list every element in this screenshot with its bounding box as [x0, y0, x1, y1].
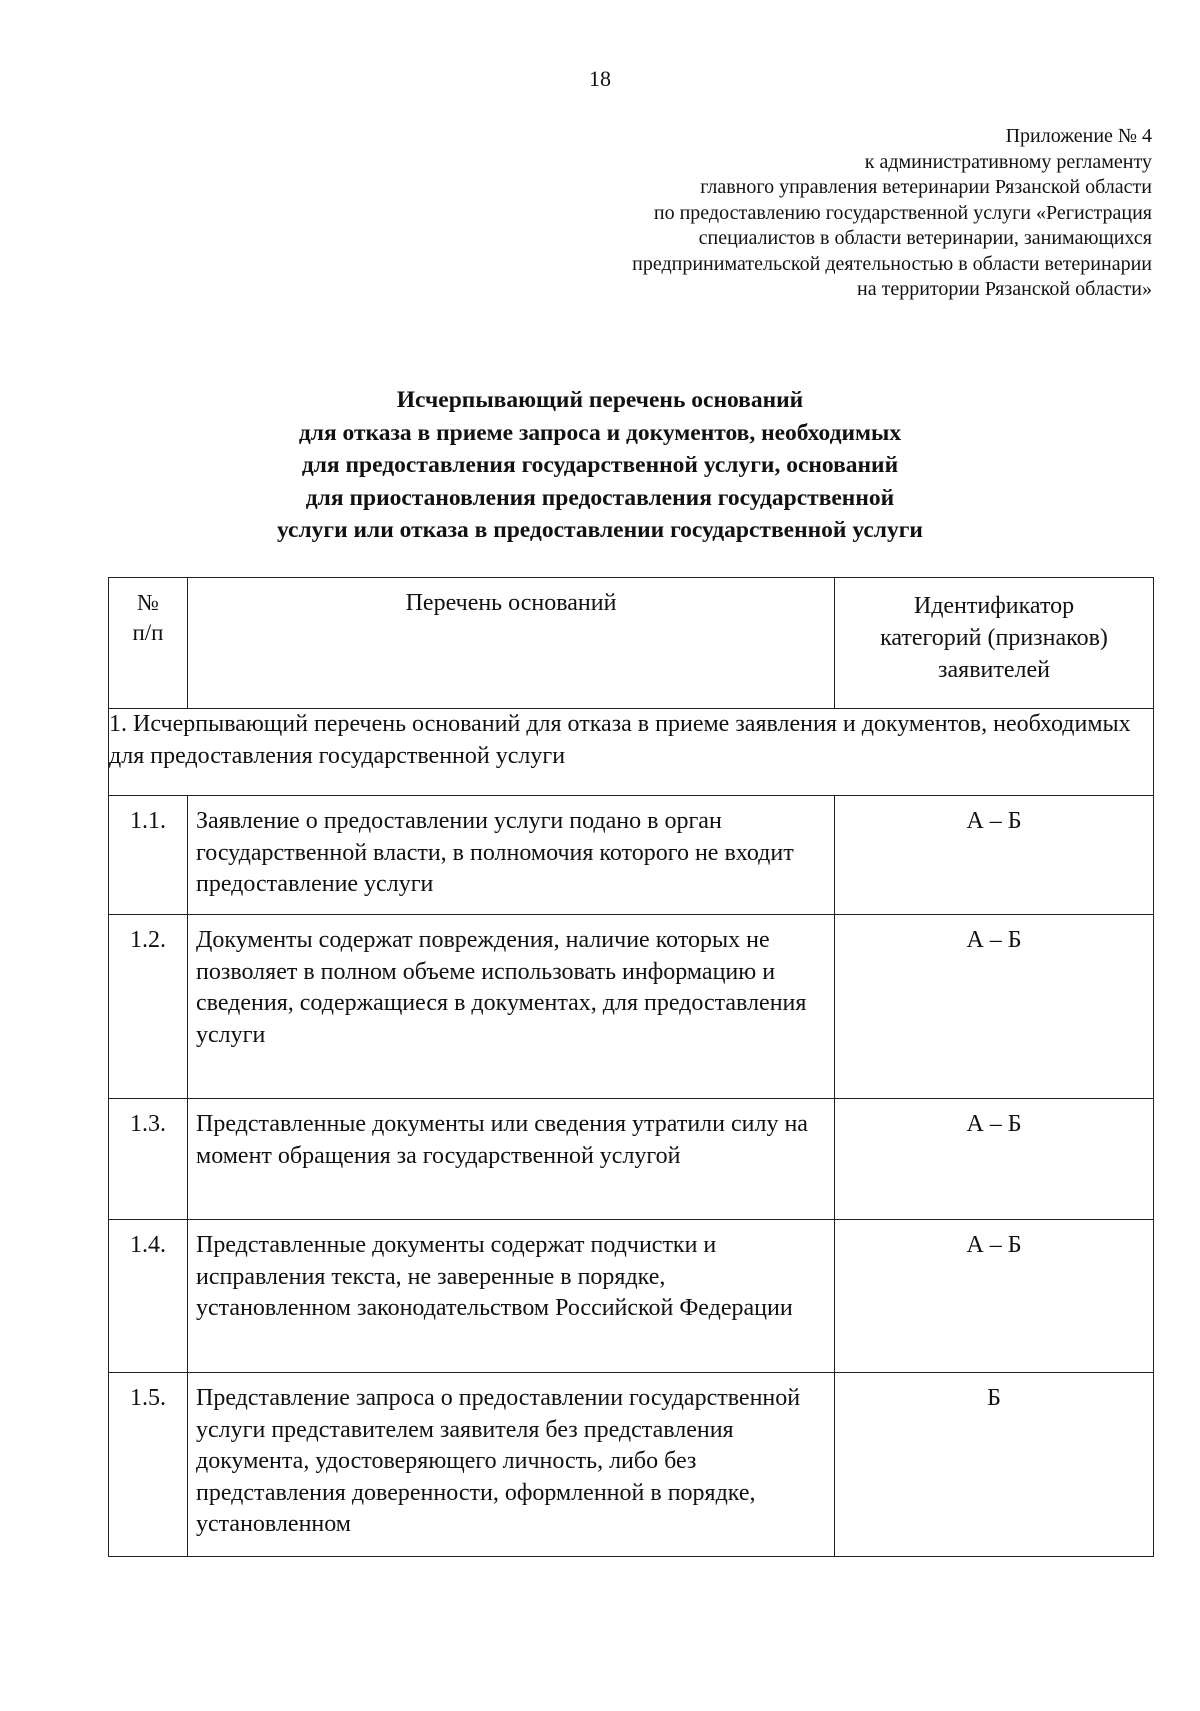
- section-heading: 1. Исчерпывающий перечень оснований для отказа в приеме заявления и документов, необходимых для предоставления государственной услуги: [109, 709, 1154, 796]
- table-row: [109, 915, 1154, 1099]
- title-line: услуги или отказа в предоставлении государственной услуги: [277, 517, 923, 543]
- row-identifier: А – Б: [835, 1099, 1154, 1220]
- row-number: 1.3.: [109, 1099, 188, 1220]
- row-number: 1.4.: [109, 1220, 188, 1373]
- title-line: для отказа в приеме запроса и документов, необходимых: [298, 419, 902, 446]
- table-header-row: [109, 578, 1154, 709]
- row-text: Представление запроса о предоставлении государственной услуги представителем заявителя без представления документа, удостоверяющего личность, либо без представления доверенности, оформленной в порядке, установленном: [188, 1373, 835, 1557]
- section-row: [109, 709, 1154, 796]
- appendix-line: главного управления ветеринарии Рязанской области: [700, 176, 1152, 198]
- appendix-line: специалистов в области ветеринарии, занимающихся: [698, 227, 1152, 249]
- title-line: Исчерпывающий перечень оснований: [396, 387, 804, 413]
- row-text: Представленные документы или сведения утратили силу на момент обращения за государственной услугой: [188, 1099, 835, 1220]
- header-identifier-line: заявителей: [938, 657, 1050, 683]
- appendix-line: по предоставлению государственной услуги «Регистрация: [653, 201, 1152, 224]
- header-number-abbr: п/п: [132, 620, 164, 645]
- row-identifier: А – Б: [835, 915, 1154, 1099]
- table-row: [109, 796, 1154, 915]
- appendix-line: Приложение № 4: [1005, 125, 1152, 147]
- row-text: Документы содержат повреждения, наличие которых не позволяет в полном объеме использовать информацию и сведения, содержащиеся в документах, для предоставления услуги: [188, 915, 835, 1099]
- header-number-sign: №: [137, 590, 159, 615]
- document-title: [0, 384, 1200, 547]
- header-grounds: Перечень оснований: [188, 578, 835, 709]
- row-text: Представленные документы содержат подчистки и исправления текста, не заверенные в порядке, установленном законодательством Российской Федерации: [188, 1220, 835, 1373]
- row-number: 1.5.: [109, 1373, 188, 1557]
- title-line: для приостановления предоставления государственной: [305, 484, 895, 511]
- row-number: 1.1.: [109, 796, 188, 915]
- header-number: [109, 578, 188, 709]
- table-row: [109, 1099, 1154, 1220]
- header-identifier: [835, 578, 1154, 709]
- table-row: [109, 1373, 1154, 1557]
- appendix-line: к административному регламенту: [864, 150, 1152, 173]
- table-row: [109, 1220, 1154, 1373]
- row-identifier: А – Б: [835, 1220, 1154, 1373]
- grounds-table: [108, 577, 1154, 1557]
- title-line: для предоставления государственной услуги, оснований: [301, 452, 899, 478]
- row-number: 1.2.: [109, 915, 188, 1099]
- row-text: Заявление о предоставлении услуги подано в орган государственной власти, в полномочия которого не входит предоставление услуги: [188, 796, 835, 915]
- row-identifier: Б: [835, 1373, 1154, 1557]
- appendix-line: на территории Рязанской области»: [857, 278, 1152, 300]
- page-number: 18: [589, 66, 611, 91]
- row-identifier: А – Б: [835, 796, 1154, 915]
- appendix-line: предпринимательской деятельностью в области ветеринарии: [632, 252, 1152, 275]
- appendix-note: [452, 124, 1152, 303]
- header-identifier-line: категорий (признаков): [880, 625, 1108, 651]
- header-identifier-line: Идентификатор: [913, 593, 1075, 619]
